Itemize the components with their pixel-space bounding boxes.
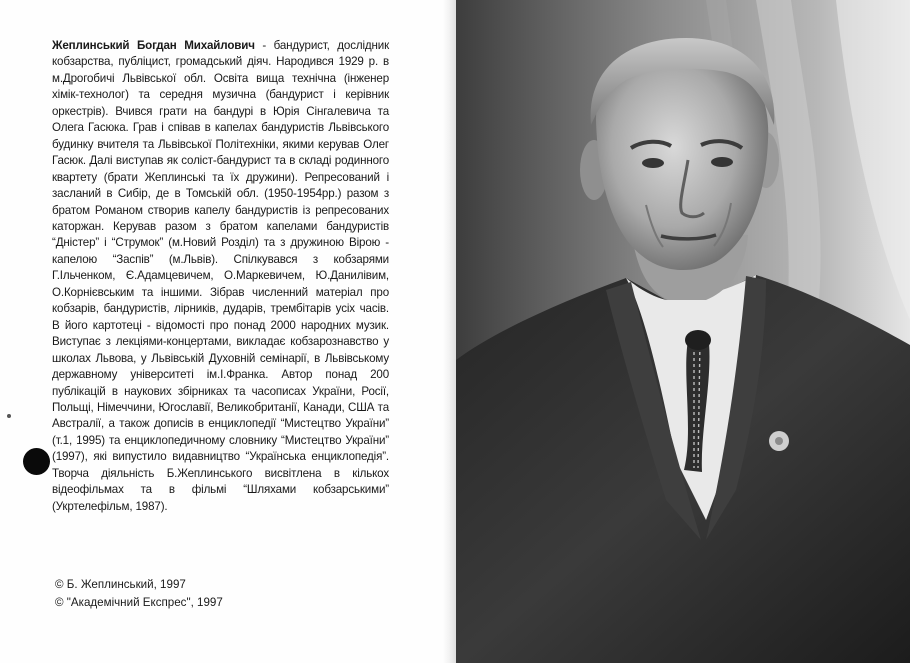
scan-speck xyxy=(7,414,11,418)
copyright-block xyxy=(55,576,385,612)
person-name: Жеплинський Богдан Михайлович xyxy=(52,39,255,52)
portrait-illustration xyxy=(456,0,910,663)
portrait-photo xyxy=(456,0,910,663)
page-gutter xyxy=(443,0,457,663)
biography-text: - бандурист, дослідник кобзарства, публіцист, громадський діяч. Народився 1929 р. в м.Дрогобичі Львівської обл. Освіта вища технічна (інженер хімік-технолог) та середня музична (бандурист і керівник оркестрів). Вчився грати на бандурі в Юрія Сінгалевича та Олега Гасюка. Грав і співав в капелах бандуристів Львівського будинку вчителя та Львівської Політехніки, якими керував Олег Гасюк. Далі виступав як соліст-бандурист та в складі родинного квартету (брати Жеплинські та їх дружини). Репресований і засланий в Сибір, де в Томській обл. (1950-1954рр.) разом з братом Романом створив капелу бандуристів із репресованих каторжан. Керував разом з братом капелами бандуристів “Дністер” і “Струмок” (м.Новий Розділ) та з дружиною Вірою - капелою “Заспів” (м.Львів). Спілкувався з кобзарями Г.Ільченком, Є.Адамцевичем, О.Маркевичем, Ю.Данилівим, О.Корнієвським та іншими. Зібрав численний матеріал про кобзарів, бандуристів, лірників, дударів, трембітарів усіх часів. В його картотеці - відомості про понад 2000 народних музик. Виступає з лекціями-концертами, викладає кобзарознавство у школах Львова, у Львівській Духовній семінарії, в Львівському державному університеті ім.І.Франка. Автор понад 200 публікацій в наукових збірниках та часописах України, Росії, Польщі, Німеччини, Югославії, Великобританії, Канади, США та Австралії, а також дописів в енциклопедії “Мистецтво України” (т.1, 1995) та енциклопедичному словнику “Мистецтво України” (1997), які випустило видавництво “Українська енциклопедія”. Творча діяльність Б.Жеплинського висвітлена в кількох відеофільмах та в фільмі “Шляхами кобзарськими” (Укртелефільм, 1987). xyxy=(52,39,390,513)
copyright-line-author: © Б. Жеплинський, 1997 xyxy=(55,578,186,591)
copyright-line-publisher: © "Академічний Експрес", 1997 xyxy=(55,596,223,609)
biography-paragraph xyxy=(52,38,389,515)
punch-hole xyxy=(23,448,50,475)
